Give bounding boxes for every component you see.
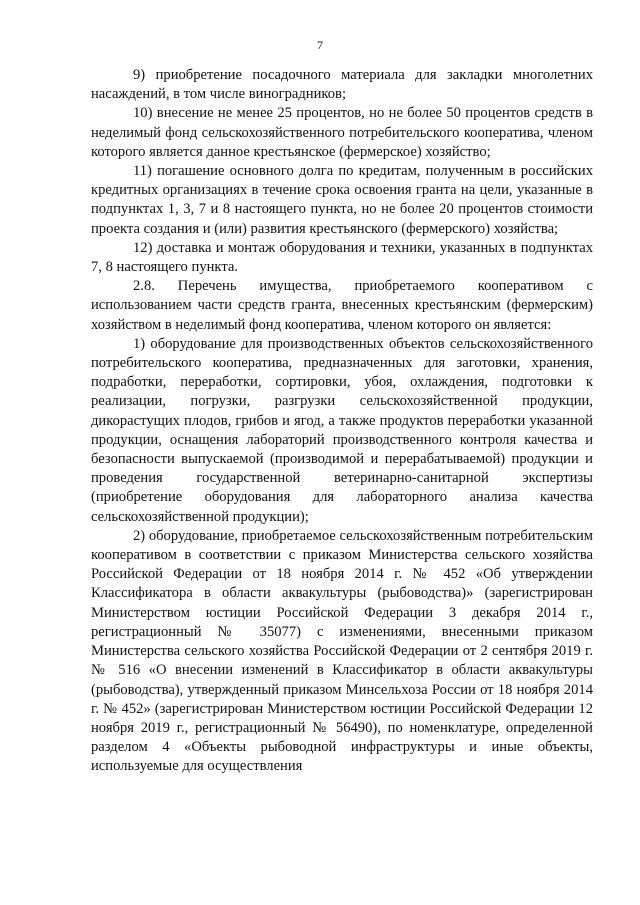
paragraph-item-9: 9) приобретение посадочного материала для закладки многолетних насаждений, в том числе виноградников; [91, 67, 593, 103]
paragraph-item-10: 10) внесение не менее 25 процентов, но не более 50 процентов средств в неделимый фонд сельскохозяйственного потребительского кооператива, членом которого является данное крестьянское (фермерское) хозяйство; [91, 105, 593, 160]
paragraph-section-2-8: 2.8. Перечень имущества, приобретаемого кооперативом с использованием части средств гранта, внесенных крестьянским (фермерским) хозяйством в неделимый фонд кооператива, членом которого он является: [91, 278, 593, 333]
document-body [91, 66, 593, 777]
paragraph-subitem-2: 2) оборудование, приобретаемое сельскохозяйственным потребительским кооперативом в соответствии с приказом Министерства сельского хозяйства Российской Федерации от 18 ноября 2014 г. № 452 «Об утверждении Классификатора в области аквакультуры (рыбоводства)» (зарегистрирован Министерством юстиции Российской Федерации 3 декабря 2014 г., регистрационный № 35077) с изменениями, внесенными приказом Министерства сельского хозяйства Российской Федерации от 2 сентября 2019 г. № 516 «О внесении изменений в Классификатор в области аквакультуры (рыбоводства), утвержденный приказом Минсельхоза России от 18 ноября 2014 г. № 452» (зарегистрирован Министерством юстиции Российской Федерации 12 ноября 2019 г., регистрационный № 56490), по номенклатуре, определенной разделом 4 «Объекты рыбоводной инфраструктуры и иные объекты, используемые для осуществления [91, 527, 593, 775]
paragraph-item-11: 11) погашение основного долга по кредитам, полученным в российских кредитных организациях в течение срока освоения гранта на цели, указанные в подпунктах 1, 3, 7 и 8 настоящего пункта, но не более 20 процентов стоимости проекта создания и (или) развития крестьянского (фермерского) хозяйства; [91, 163, 593, 237]
paragraph-item-12: 12) доставка и монтаж оборудования и техники, указанных в подпунктах 7, 8 настоящего пункта. [91, 239, 593, 276]
paragraph-subitem-1: 1) оборудование для производственных объектов сельскохозяйственного потребительского кооператива, предназначенных для заготовки, хранения, подработки, переработки, сортировки, убоя, охлаждения, подготовки к реализации, погрузки, разгрузки сельскохозяйственной продукции, дикорастущих плодов, грибов и ягод, а также продуктов переработки указанной продукции, оснащения лабораторий производственного контроля качества и безопасности выпускаемой (производимой и перерабатываемой) продукции и проведения государственной ветеринарно-санитарной экспертизы (приобретение оборудования для лабораторного анализа качества сельскохозяйственной продукции); [91, 335, 593, 525]
page-number: 7 [317, 38, 323, 52]
